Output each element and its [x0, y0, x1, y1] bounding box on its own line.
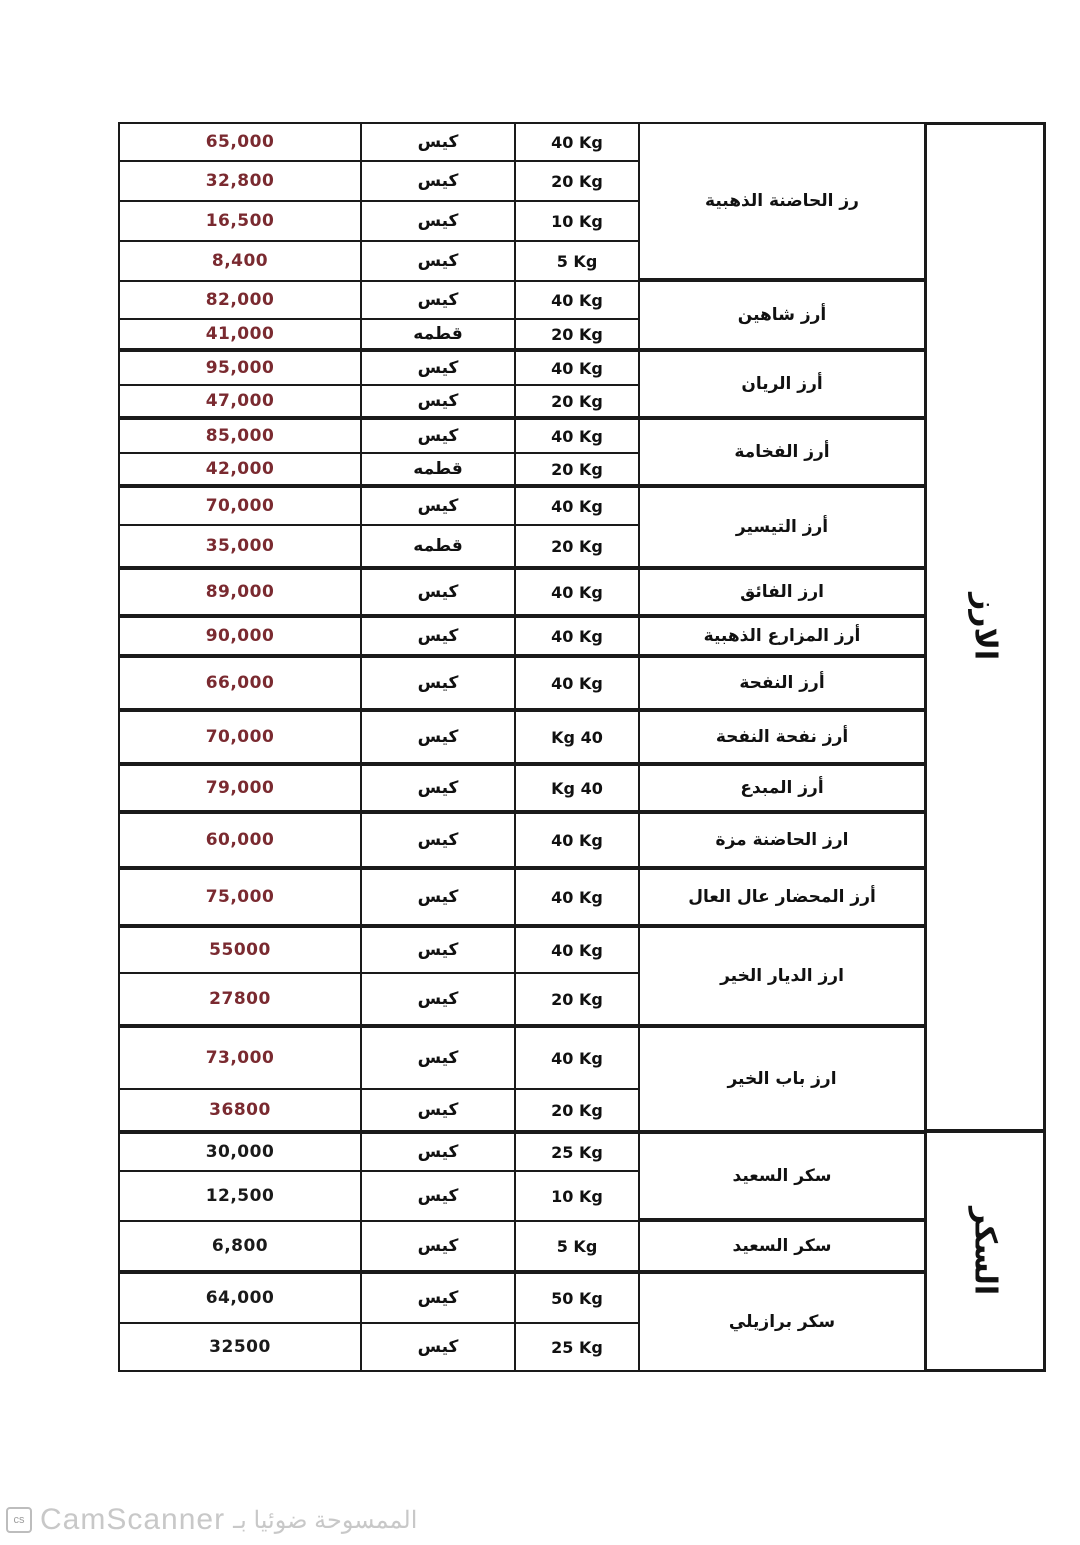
weight-cell: 40 Kg: [514, 868, 640, 926]
weight-cell: 40 Kg: [514, 812, 640, 868]
price-cell: 89,000: [118, 568, 362, 616]
price-cell: 66,000: [118, 656, 362, 710]
camscanner-logo-icon: cs: [6, 1507, 32, 1533]
product-name: ارز الفائق: [638, 568, 926, 616]
unit-cell: كيس: [360, 972, 516, 1026]
unit-cell: كيس: [360, 710, 516, 764]
price-cell: 70,000: [118, 486, 362, 526]
product-name: أرز نفحة النفحة: [638, 710, 926, 764]
unit-cell: كيس: [360, 568, 516, 616]
weight-cell: 20 Kg: [514, 384, 640, 418]
price-cell: 27800: [118, 972, 362, 1026]
category-sugar: [924, 1130, 1046, 1372]
price-cell: 32,800: [118, 160, 362, 202]
unit-cell: كيس: [360, 1272, 516, 1324]
product-name: أرز المحضار عال العال: [638, 868, 926, 926]
price-cell: 47,000: [118, 384, 362, 418]
unit-cell: كيس: [360, 240, 516, 282]
weight-cell: 20 Kg: [514, 452, 640, 486]
price-cell: 12,500: [118, 1170, 362, 1222]
price-cell: 42,000: [118, 452, 362, 486]
unit-cell: كيس: [360, 1088, 516, 1132]
product-name: سكر السعيد: [638, 1220, 926, 1272]
unit-cell: قطمه: [360, 524, 516, 568]
weight-cell: 10 Kg: [514, 200, 640, 242]
price-cell: 64,000: [118, 1272, 362, 1324]
product-name: أرز النفحة: [638, 656, 926, 710]
unit-cell: كيس: [360, 350, 516, 386]
watermark-text: CamScanner: [40, 1503, 226, 1536]
category-rice: [924, 122, 1046, 1132]
weight-cell: 20 Kg: [514, 160, 640, 202]
weight-cell: 20 Kg: [514, 524, 640, 568]
product-name: ارز باب الخير: [638, 1026, 926, 1132]
weight-cell: 40 Kg: [514, 568, 640, 616]
unit-cell: كيس: [360, 812, 516, 868]
unit-cell: كيس: [360, 868, 516, 926]
price-cell: 85,000: [118, 418, 362, 454]
price-table: [118, 122, 1046, 1372]
price-cell: 73,000: [118, 1026, 362, 1090]
product-name: أرز الفخامة: [638, 418, 926, 486]
weight-cell: 40 Kg: [514, 616, 640, 656]
price-cell: 36800: [118, 1088, 362, 1132]
product-name: أرز المزارع الذهبية: [638, 616, 926, 656]
price-cell: 75,000: [118, 868, 362, 926]
price-cell: 65,000: [118, 122, 362, 162]
price-cell: 30,000: [118, 1132, 362, 1172]
weight-cell: 40 Kg: [514, 926, 640, 974]
unit-cell: كيس: [360, 160, 516, 202]
unit-cell: كيس: [360, 1220, 516, 1272]
weight-cell: 20 Kg: [514, 1088, 640, 1132]
price-cell: 55000: [118, 926, 362, 974]
unit-cell: كيس: [360, 656, 516, 710]
product-name: رز الحاضنة الذهبية: [638, 122, 926, 280]
unit-cell: كيس: [360, 280, 516, 320]
weight-cell: 5 Kg: [514, 1220, 640, 1272]
weight-cell: 40 Kg: [514, 656, 640, 710]
weight-cell: 40 Kg: [514, 350, 640, 386]
unit-cell: كيس: [360, 1026, 516, 1090]
weight-cell: 50 Kg: [514, 1272, 640, 1324]
weight-cell: 5 Kg: [514, 240, 640, 282]
price-cell: 70,000: [118, 710, 362, 764]
unit-cell: كيس: [360, 1170, 516, 1222]
unit-cell: كيس: [360, 122, 516, 162]
price-cell: 6,800: [118, 1220, 362, 1272]
weight-cell: 40 Kg: [514, 418, 640, 454]
category-label: الارز: [967, 593, 1003, 661]
price-cell: 90,000: [118, 616, 362, 656]
weight-cell: Kg 40: [514, 710, 640, 764]
weight-cell: 10 Kg: [514, 1170, 640, 1222]
price-cell: 8,400: [118, 240, 362, 282]
unit-cell: قطمه: [360, 452, 516, 486]
price-cell: 35,000: [118, 524, 362, 568]
price-cell: 16,500: [118, 200, 362, 242]
weight-cell: 20 Kg: [514, 318, 640, 350]
product-name: أرز الريان: [638, 350, 926, 418]
unit-cell: كيس: [360, 200, 516, 242]
price-cell: 82,000: [118, 280, 362, 320]
weight-cell: 40 Kg: [514, 486, 640, 526]
price-cell: 60,000: [118, 812, 362, 868]
unit-cell: كيس: [360, 926, 516, 974]
weight-cell: Kg 40: [514, 764, 640, 812]
unit-cell: كيس: [360, 418, 516, 454]
unit-cell: كيس: [360, 1132, 516, 1172]
price-cell: 32500: [118, 1322, 362, 1372]
weight-cell: 40 Kg: [514, 1026, 640, 1090]
product-name: سكر برازيلي: [638, 1272, 926, 1372]
weight-cell: 40 Kg: [514, 280, 640, 320]
product-name: سكر السعيد: [638, 1132, 926, 1220]
product-name: ارز الديار الخير: [638, 926, 926, 1026]
watermark-text-ar: الممسوحة ضوئيا بـ: [233, 1506, 418, 1534]
weight-cell: 25 Kg: [514, 1132, 640, 1172]
weight-cell: 40 Kg: [514, 122, 640, 162]
product-name: ارز الحاضنة مزة: [638, 812, 926, 868]
unit-cell: قطمه: [360, 318, 516, 350]
price-cell: 95,000: [118, 350, 362, 386]
price-cell: 79,000: [118, 764, 362, 812]
product-name: أرز شاهين: [638, 280, 926, 350]
category-label: السكر: [967, 1206, 1003, 1296]
scanner-watermark: [6, 1500, 417, 1540]
unit-cell: كيس: [360, 764, 516, 812]
product-name: أرز التيسير: [638, 486, 926, 568]
unit-cell: كيس: [360, 1322, 516, 1372]
price-cell: 41,000: [118, 318, 362, 350]
weight-cell: 20 Kg: [514, 972, 640, 1026]
product-name: أرز المبدع: [638, 764, 926, 812]
unit-cell: كيس: [360, 616, 516, 656]
unit-cell: كيس: [360, 384, 516, 418]
unit-cell: كيس: [360, 486, 516, 526]
weight-cell: 25 Kg: [514, 1322, 640, 1372]
